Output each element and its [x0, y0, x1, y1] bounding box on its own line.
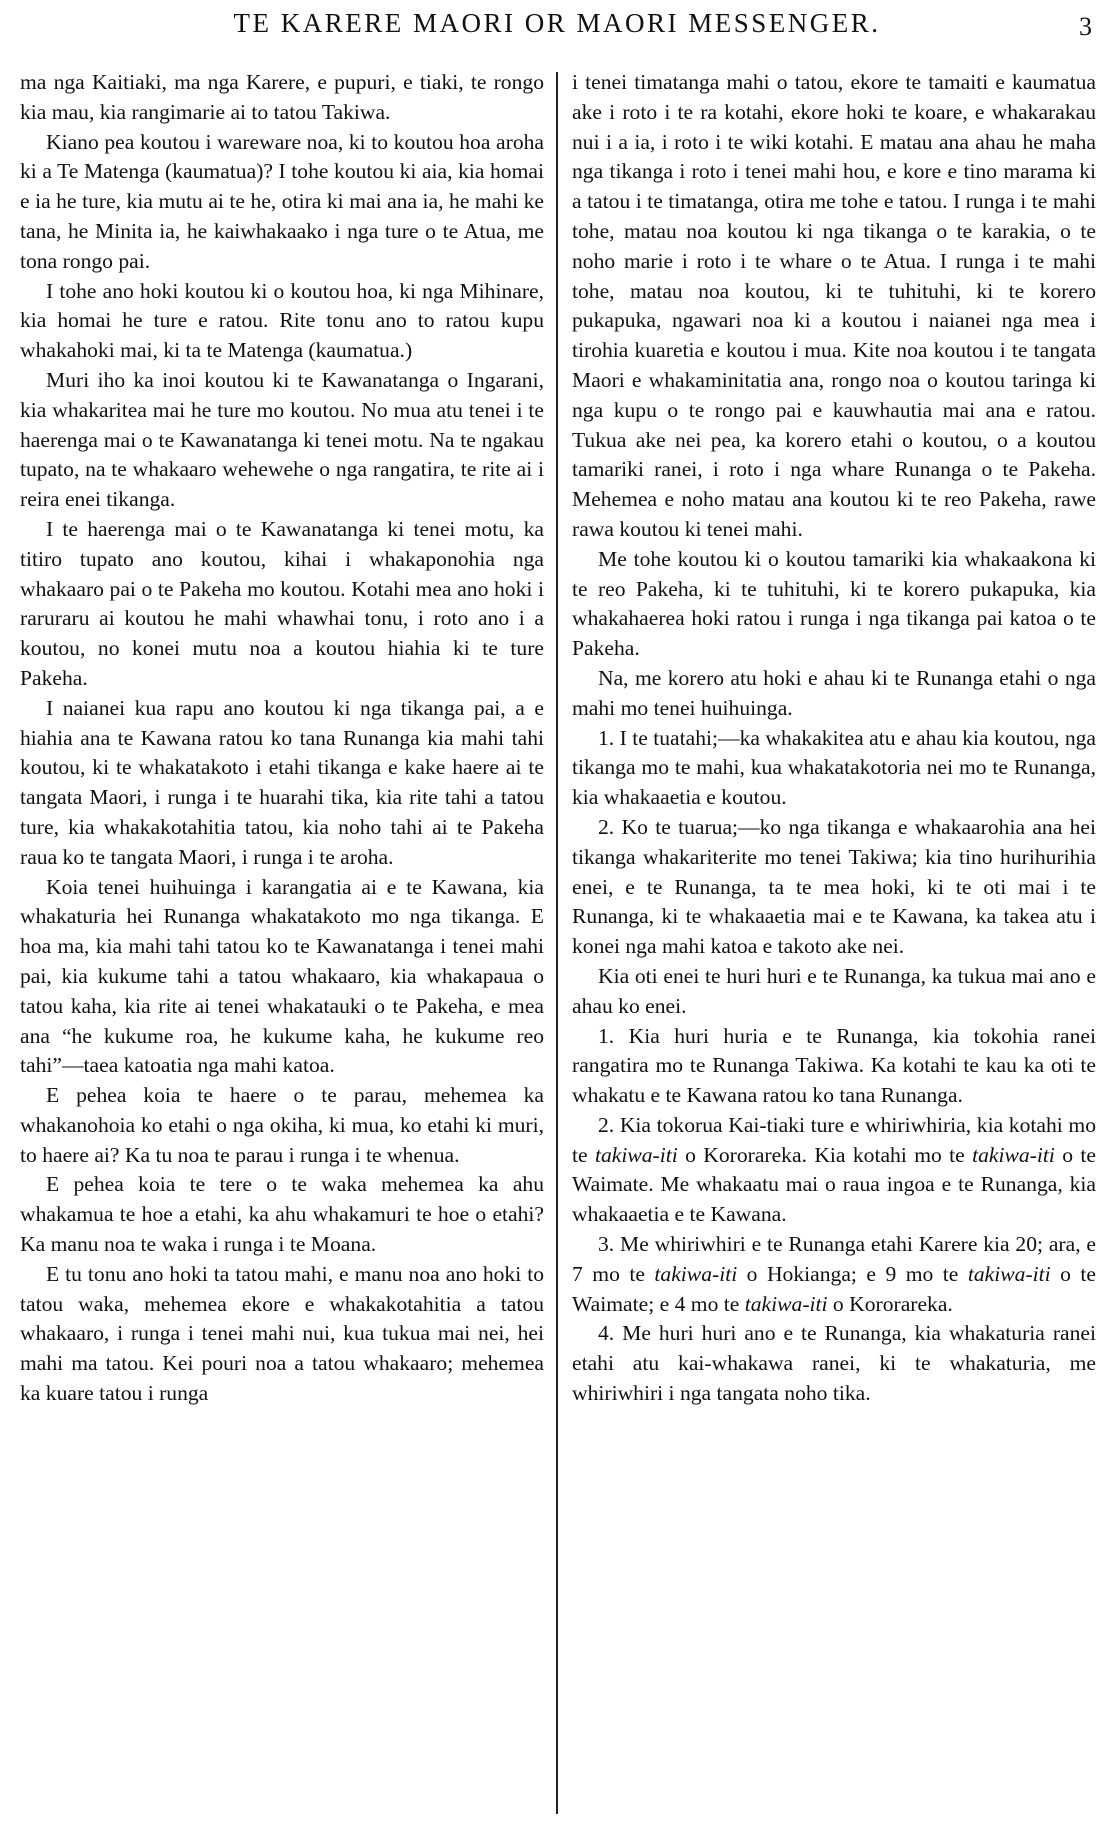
- item-text: o Hokianga; e 9 mo te: [737, 1261, 968, 1286]
- paragraph: Koia tenei huihuinga i karangatia ai e te Kawana, kia whakaturia hei Runanga whakatakoto mo nga tikanga. E hoa ma, kia mahi tahi tatou ko te Kawanatanga i tenei mahi pai, kia kukume tahi a tatou whakaaro, kia whakapaua o tatou kaha, kia rite ai tenei whakatauki o te Pakeha, e mea ana “he kukume roa, he kukume kaha, he kukume reo tahi”—taea katoatia nga mahi katoa.: [20, 874, 544, 1078]
- column-divider: [556, 72, 558, 1814]
- item-text: o Kororareka.: [827, 1291, 953, 1316]
- right-column: [572, 68, 1096, 1820]
- italic-term: takiwa-iti: [744, 1291, 828, 1316]
- paragraph: Kiano pea koutou i wareware noa, ki to koutou hoa aroha ki a Te Matenga (kaumatua)? I tohe koutou ki aia, kia homai e ia he ture, kia mutu ai te he, otira ki mai ana ia, he mahi ke tana, he Minita ia, he kaiwhakaako i nga ture o te Atua, me tona rongo pai.: [20, 129, 544, 273]
- paragraph: ma nga Kaitiaki, ma nga Karere, e pupuri, e tiaki, te rongo kia mau, kia rangimarie ai to tatou Takiwa.: [20, 70, 544, 124]
- paragraph: Na, me korero atu hoki e ahau ki te Runanga etahi o nga mahi mo tenei huihuinga.: [572, 665, 1096, 720]
- paragraph: E pehea koia te tere o te waka mehemea ka ahu whakamua te hoe a etahi, ka ahu whakamuri te hoe o etahi? Ka manu noa te waka i runga i te Moana.: [20, 1172, 544, 1257]
- numbered-paragraph: [572, 1319, 1096, 1408]
- paragraph: i tenei timatanga mahi o tatou, ekore te tamaiti e kaumatua ake i roto i te ra kotahi, ekore hoki te koare, e whakarakau nui i a ia, i roto i te wiki kotahi. E matau ana ahau he maha nga tikanga i roto i tenei mahi hou, e kore e tino marama ki a tatou i te timatanga, otira me tohe e tatou. I runga i te mahi tohe, matau noa koutou ki nga tikanga o te karakia, o te noho marie i roto i te whare o te Atua. I runga i te mahi tohe, matau noa koutou, ki te tuhituhi, ki te korero pukapuka, ngawari noa ki a koutou i naianei nga mea i tirohia kuaretia e koutou i mua. Kite noa koutou i te tangata Maori e whakaminitatia ana, rongo noa o koutou taringa ki nga kupu o te rongo pai e kauwhautia mai ana e ratou. Tukua ake nei pea, ka korero etahi o koutou, o a koutou tamariki ranei, i roto i nga whare Runanga o te Pakeha. Mehemea e noho matau ana koutou ki te reo Pakeha, rawe rawa koutou ki tenei mahi.: [572, 70, 1096, 541]
- item-text: o Kororareka. Kia kotahi mo te: [677, 1142, 973, 1167]
- item-text: o te Waimate. Me whakaatu mai o raua ingoa e te Runanga, kia whakaaetia e te Kawana.: [572, 1142, 1096, 1227]
- numbered-paragraph: [572, 1230, 1096, 1319]
- numbered-paragraph: 2. Ko te tuarua;—ko nga tikanga e whakaarohia ana hei tikanga whakariterite mo tenei Takiwa; kia tino hurihurihia enei, e te Runanga, ta te mea hoki, ki te oti mai i te Runanga, ki te whakaaetia mai e te Kawana, ka takea atu i konei nga mahi katoa e takoto ake nei.: [572, 814, 1096, 959]
- paragraph: I te haerenga mai o te Kawanatanga ki tenei motu, ka titiro tupato ano koutou, kihai i whakaponohia nga whakaaro pai o te Pakeha mo koutou. Kotahi mea ano hoki i raruraru ai koutou he mahi whawhai tonu, i roto ano i a koutou, no konei mutu noa a koutou hiahia ki te ture Pakeha.: [20, 516, 544, 690]
- paragraph: Muri iho ka inoi koutou ki te Kawanatanga o Ingarani, kia whakaritea mai he ture mo koutou. No mua atu tenei i te haerenga mai o te Kawanatanga ki tenei motu. Na te ngakau tupato, na te whakaaro wehewehe o nga rangatira, te rite ai i reira enei tikanga.: [20, 367, 544, 512]
- paragraph: Kia oti enei te huri huri e te Runanga, ka tukua mai ano e ahau ko enei.: [572, 963, 1096, 1018]
- italic-term: takiwa-iti: [654, 1261, 738, 1286]
- item-text: 3. Me whiriwhiri e te Runanga etahi Karere kia 20; ara, e 7 mo te: [572, 1232, 1096, 1286]
- italic-term: takiwa-iti: [594, 1142, 678, 1167]
- running-title: TE KARERE MAORI OR MAORI MESSENGER.: [233, 8, 881, 38]
- item-text: 4. Me huri huri ano e te Runanga, kia whakaturia ranei etahi atu kai-whakawa ranei, ki te whakaturia, me whiriwhiri i nga tangata noho tika.: [572, 1321, 1096, 1406]
- paragraph: I tohe ano hoki koutou ki o koutou hoa, ki nga Mihinare, kia homai he ture e ratou. Rite tonu ano to ratou kupu whakahoki mai, ki ta te Matenga (kaumatua.): [20, 278, 544, 363]
- italic-term: takiwa-iti: [972, 1142, 1055, 1167]
- paragraph: I naianei kua rapu ano koutou ki nga tikanga pai, a e hiahia ana te Kawana ratou ko tana Runanga kia mahi tahi koutou, ki te whakatakoto i etahi tikanga e kake haere ai te tangata Maori, i runga i te huarahi tika, kia rite tahi a tatou ture, kia whakakotahitia tatou, kia noho tahi ai te Pakeha raua ko te tangata Maori, i runga i te aroha.: [20, 695, 544, 869]
- numbered-paragraph: [572, 1111, 1096, 1230]
- paragraph: E tu tonu ano hoki ta tatou mahi, e manu noa ano hoki to tatou waka, mehemea ekore e whakakotahitia a tatou whakaaro, i runga i tenei mahi nui, kua tukua mai nei, hei mahi ma tatou. Kei pouri noa a tatou whakaaro; mehemea ka kuare tatou i runga: [20, 1261, 544, 1406]
- italic-term: takiwa-iti: [967, 1261, 1051, 1286]
- item-text: o te Waimate; e 4 mo te: [572, 1261, 1096, 1316]
- page-header: [0, 0, 1114, 52]
- item-text: 1. Kia huri huria e te Runanga, kia tokohia ranei rangatira mo te Runanga Takiwa. Ka kotahi te kau ka oti te whakatu e te Kawana ratou ko tana Runanga.: [572, 1023, 1096, 1108]
- paragraph: Me tohe koutou ki o koutou tamariki kia whakaakona ki te reo Pakeha, ki te tuhituhi, ki te korero pukapuka, kia whakahaerea hoki ratou i runga i nga tikanga pai katoa o te Pakeha.: [572, 546, 1096, 661]
- numbered-paragraph: 1. I te tuatahi;—ka whakakitea atu e ahau kia koutou, nga tikanga mo te mahi, kua whakatakotoria nei mo te Runanga, kia whakaaetia e koutou.: [572, 725, 1096, 810]
- item-text: 2. Kia tokorua Kai-tiaki ture e whiriwhiria, kia kotahi mo te: [572, 1112, 1096, 1167]
- left-column: [20, 68, 544, 1820]
- numbered-paragraph: [572, 1022, 1096, 1111]
- paragraph: E pehea koia te haere o te parau, mehemea ka whakanohoia ko etahi o nga okiha, ki mua, ko etahi ki muri, to haere ai? Ka tu noa te parau i runga i te whenua.: [20, 1083, 544, 1167]
- page-number: 3: [1079, 12, 1092, 41]
